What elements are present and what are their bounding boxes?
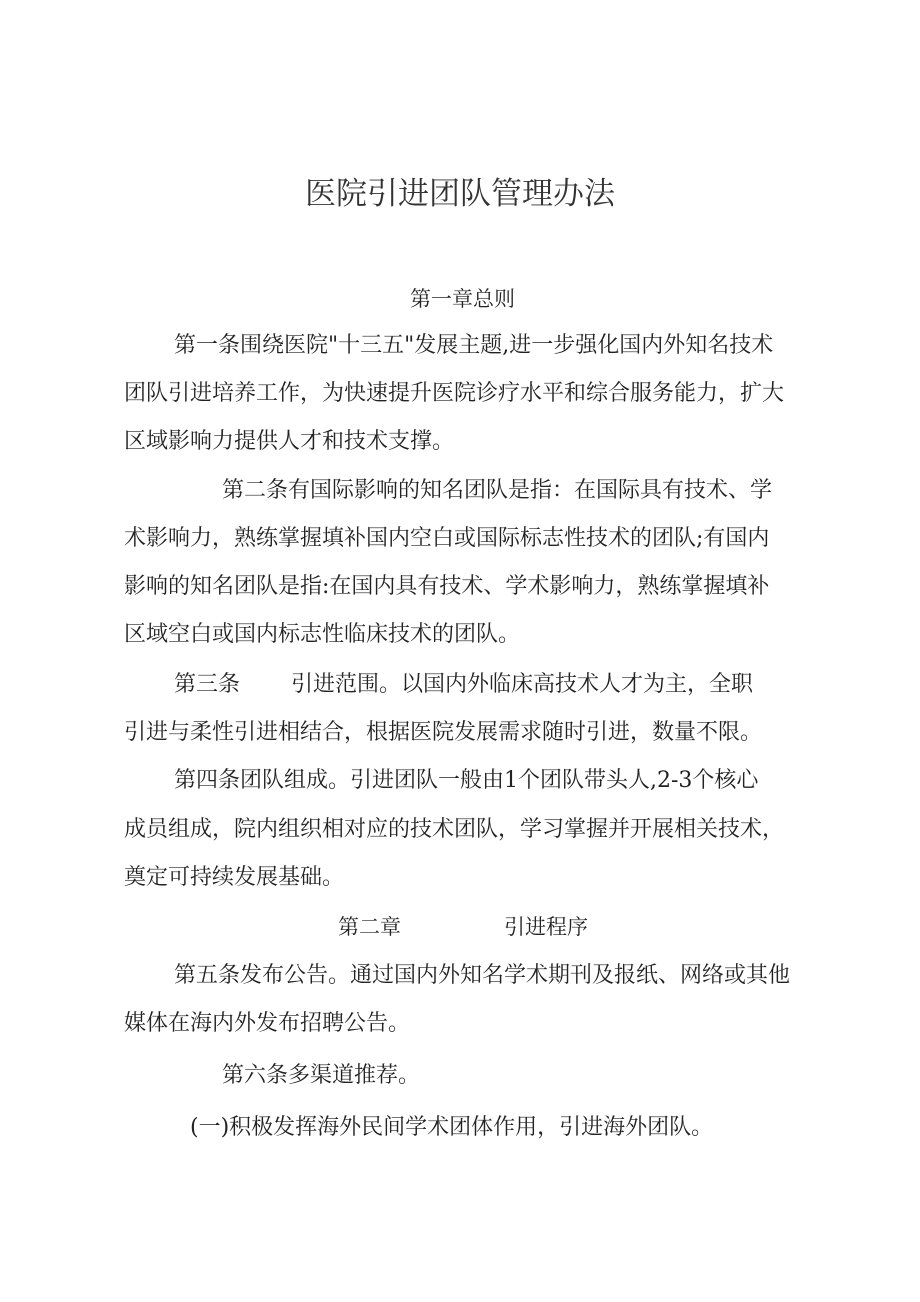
article-1-line-1: 第一条围绕医院"十三五"发展主题,进一步强化国内外知名技术 <box>174 333 774 358</box>
article-2-line-1: 第二条有国际影响的知名团队是指：在国际具有技术、学 <box>222 478 773 503</box>
article-2-line-3: 影响的知名团队是指:在国内具有技术、学术影响力，熟练掌握填补 <box>124 574 770 599</box>
chapter-heading: 第一章总则 <box>410 287 515 311</box>
article-3-label: 第三条 <box>174 672 241 697</box>
article-1-line-3: 区域影响力提供人才和技术支撑。 <box>124 429 455 454</box>
article-4-line-1: 第四条团队组成。引进团队一般由1个团队带头人,2-3个核心 <box>174 768 759 793</box>
document-title: 医院引进团队管理办法 <box>305 176 615 212</box>
chapter-2-label: 第二章 <box>338 915 401 939</box>
article-4-line-2: 成员组成，院内组织相对应的技术团队，学习掌握并开展相关技术， <box>124 817 785 842</box>
article-6-item-1: (一)积极发挥海外民间学术团体作用，引进海外团队。 <box>190 1115 714 1140</box>
chapter-2-name: 引进程序 <box>504 915 588 939</box>
article-1-line-2: 团队引进培养工作，为快速提升医院诊疗水平和综合服务能力，扩大 <box>124 381 785 406</box>
article-4-line-3: 奠定可持续发展基础。 <box>124 865 345 890</box>
article-5-line-2: 媒体在海内外发布招聘公告。 <box>124 1011 411 1036</box>
article-3-line-2: 引进与柔性引进相结合，根据医院发展需求随时引进，数量不限。 <box>124 720 763 745</box>
article-2-line-4: 区域空白或国内标志性临床技术的团队。 <box>124 622 521 647</box>
article-5-line-1: 第五条发布公告。通过国内外知名学术期刊及报纸、网络或其他 <box>174 963 791 988</box>
article-6-line-1: 第六条多渠道推荐。 <box>222 1063 421 1088</box>
article-2-line-2: 术影响力，熟练掌握填补国内空白或国际标志性技术的团队;有国内 <box>124 526 770 551</box>
article-3-line-1: 引进范围。以国内外临床高技术人才为主，全职 <box>291 672 754 697</box>
